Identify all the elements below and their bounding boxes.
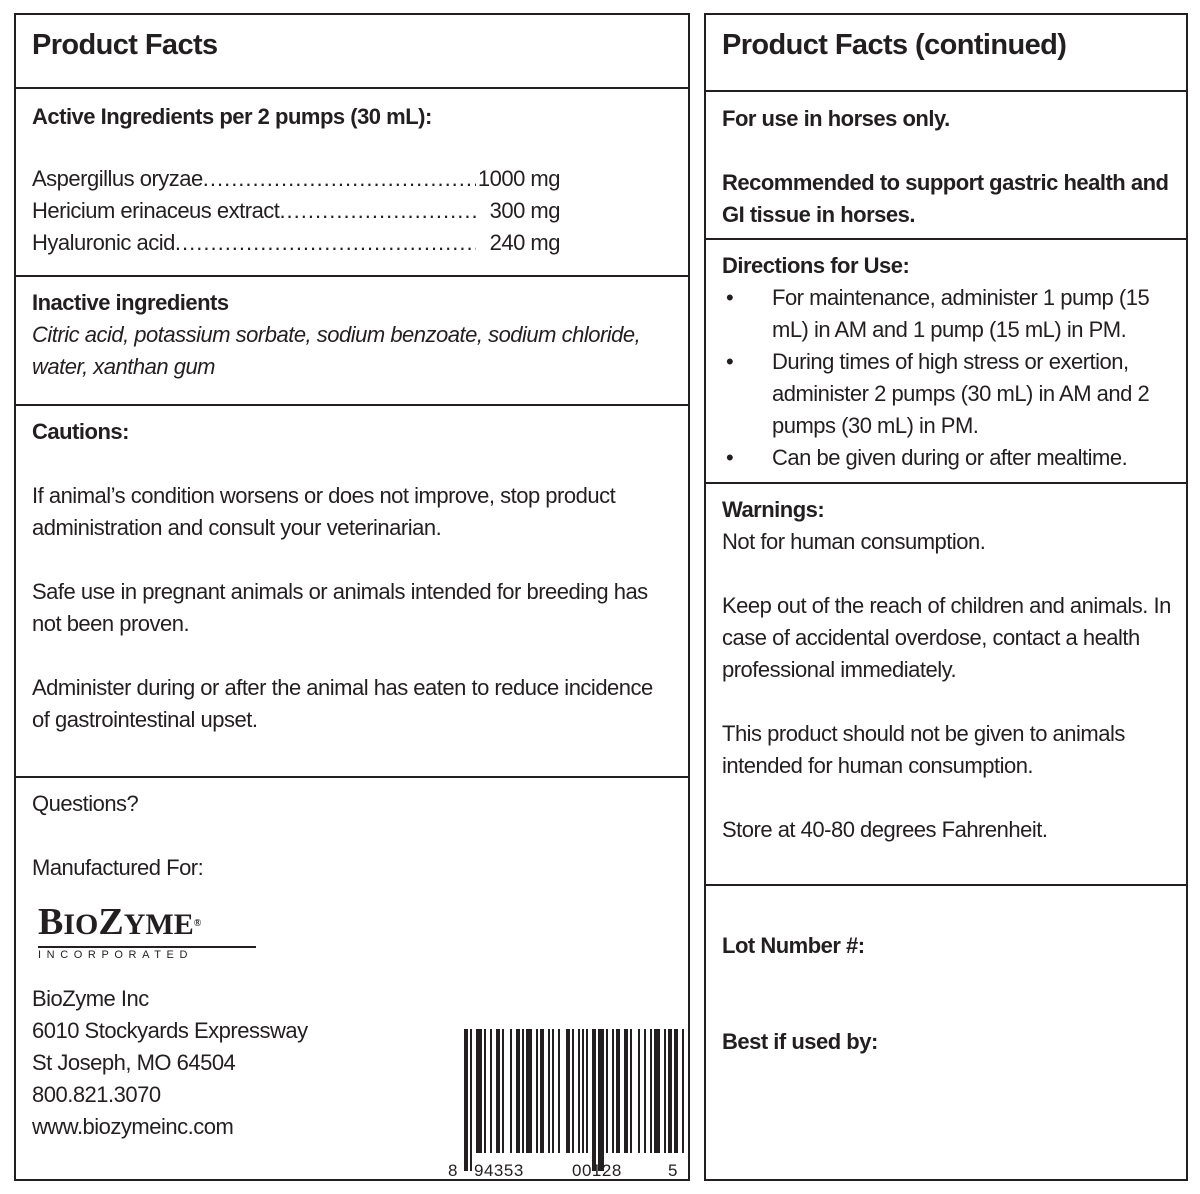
inactive-ingredients-text: Citric acid, potassium sorbate, sodium benzoate, sodium chloride, water, xanthan gum	[32, 322, 641, 379]
barcode-bar	[578, 1029, 580, 1153]
street-address: 6010 Stockyards Expressway	[32, 1018, 308, 1043]
warnings-section	[706, 482, 1186, 884]
barcode-bar	[592, 1029, 596, 1171]
leader-dots	[175, 227, 476, 259]
ingredient-amount: 1000 mg	[477, 166, 560, 191]
warning-paragraph: This product should not be given to animals intended for human consumption.	[722, 721, 1125, 778]
warning-paragraph: Keep out of the reach of children and animals. In case of accidental overdose, contact a health professional immediately.	[722, 593, 1171, 682]
panel-title: Product Facts (continued)	[722, 29, 1067, 61]
panel-title: Product Facts	[32, 29, 218, 61]
warning-paragraph: Not for human consumption.	[722, 529, 986, 554]
phone-number: 800.821.3070	[32, 1082, 161, 1107]
biozyme-logo	[38, 903, 278, 963]
barcode-bar	[502, 1029, 504, 1153]
barcode-digit-lead: 8	[448, 1161, 458, 1180]
address-block	[16, 983, 324, 1143]
barcode-bar	[470, 1029, 472, 1171]
website-link[interactable]: www.biozymeinc.com	[32, 1114, 234, 1139]
cautions-heading: Cautions:	[32, 419, 129, 444]
caution-paragraph: Safe use in pregnant animals or animals intended for breeding has not been proven.	[32, 579, 648, 636]
barcode-bar	[526, 1029, 532, 1153]
logo-subtitle: INCORPORATED	[38, 946, 256, 961]
ingredient-amount: 240 mg	[489, 230, 560, 255]
barcode-bar	[674, 1029, 678, 1153]
barcode-bar	[664, 1029, 666, 1153]
barcode-bar	[558, 1029, 560, 1153]
directions-heading: Directions for Use:	[722, 253, 910, 278]
recommendation-line: Recommended to support gastric health and GI tissue in horses.	[722, 170, 1169, 227]
lot-number-label: Lot Number #:	[722, 933, 865, 958]
barcode	[436, 1021, 686, 1181]
warnings-heading: Warnings:	[722, 497, 825, 522]
city-state-zip: St Joseph, MO 64504	[32, 1050, 236, 1075]
barcode-bar	[638, 1029, 640, 1153]
barcode-bar	[624, 1029, 628, 1153]
direction-item: • Can be given during or after mealtime.	[756, 442, 1166, 474]
barcode-digit-check: 5	[668, 1161, 678, 1180]
barcode-bar	[682, 1029, 684, 1153]
barcode-bar	[612, 1029, 614, 1153]
ingredient-row	[32, 195, 560, 227]
barcode-bar	[476, 1029, 482, 1153]
barcode-bar	[536, 1029, 538, 1153]
lot-section	[706, 884, 1186, 1179]
caution-paragraph: Administer during or after the animal has eaten to reduce incidence of gastrointestinal upset.	[32, 675, 653, 732]
barcode-bar	[606, 1029, 608, 1153]
ingredient-row	[32, 227, 560, 259]
barcode-digits-left: 94353	[474, 1161, 524, 1180]
registered-mark: ®	[193, 918, 202, 929]
barcode-bar	[490, 1029, 492, 1153]
barcode-digits-right: 00128	[572, 1161, 622, 1180]
ingredient-name: Hericium erinaceus extract	[32, 198, 280, 223]
inactive-ingredients-heading: Inactive ingredients	[32, 290, 229, 315]
ingredient-row	[32, 163, 560, 195]
directions-list	[706, 282, 1186, 474]
ingredient-amount: 300 mg	[489, 198, 560, 223]
ingredient-list	[16, 163, 688, 259]
leader-dots	[279, 195, 476, 227]
barcode-bar	[586, 1029, 588, 1153]
barcode-bar	[496, 1029, 500, 1153]
barcode-bar	[516, 1029, 520, 1153]
directions-section	[706, 238, 1186, 482]
barcode-bar	[464, 1029, 468, 1171]
active-ingredients-heading: Active Ingredients per 2 pumps (30 mL):	[32, 104, 432, 129]
barcode-bar	[522, 1029, 524, 1153]
barcode-bar	[572, 1029, 574, 1153]
use-line: For use in horses only.	[722, 106, 950, 131]
barcode-bar	[548, 1029, 550, 1153]
manufactured-for-label: Manufactured For:	[32, 855, 204, 880]
questions-label: Questions?	[32, 791, 139, 816]
barcode-bar	[510, 1029, 512, 1153]
barcode-bar	[566, 1029, 570, 1153]
leader-dots	[203, 163, 476, 195]
barcode-bar	[582, 1029, 584, 1153]
ingredient-name: Aspergillus oryzae	[32, 166, 203, 191]
product-facts-continued-panel	[704, 13, 1188, 1181]
cautions-section	[16, 404, 688, 776]
barcode-bar	[654, 1029, 660, 1153]
storage-paragraph: Store at 40-80 degrees Fahrenheit.	[722, 817, 1048, 842]
ingredient-name: Hyaluronic acid	[32, 230, 175, 255]
active-ingredients-section	[16, 87, 688, 275]
barcode-bar	[668, 1029, 672, 1153]
barcode-bar	[630, 1029, 632, 1153]
direction-item: • For maintenance, administer 1 pump (15 mL) in AM and 1 pump (15 mL) in PM.	[756, 282, 1166, 346]
product-facts-panel	[14, 13, 690, 1181]
barcode-bars	[464, 1029, 686, 1171]
barcode-bar	[484, 1029, 486, 1153]
barcode-bar	[540, 1029, 544, 1153]
company-name: BioZyme Inc	[32, 986, 149, 1011]
inactive-ingredients-section	[16, 275, 688, 404]
logo-wordmark: BIOZYME®	[38, 901, 202, 943]
intended-use-section	[706, 90, 1186, 238]
caution-paragraph: If animal’s condition worsens or does not improve, stop product administration and consult your veterinarian.	[32, 483, 616, 540]
barcode-bar	[616, 1029, 620, 1153]
direction-item: • During times of high stress or exertion, administer 2 pumps (30 mL) in AM and 2 pumps (30 mL) in PM.	[756, 346, 1166, 442]
barcode-bar	[598, 1029, 604, 1171]
best-by-label: Best if used by:	[722, 1029, 878, 1054]
barcode-bar	[650, 1029, 652, 1153]
barcode-bar	[552, 1029, 554, 1153]
barcode-bar	[644, 1029, 646, 1153]
